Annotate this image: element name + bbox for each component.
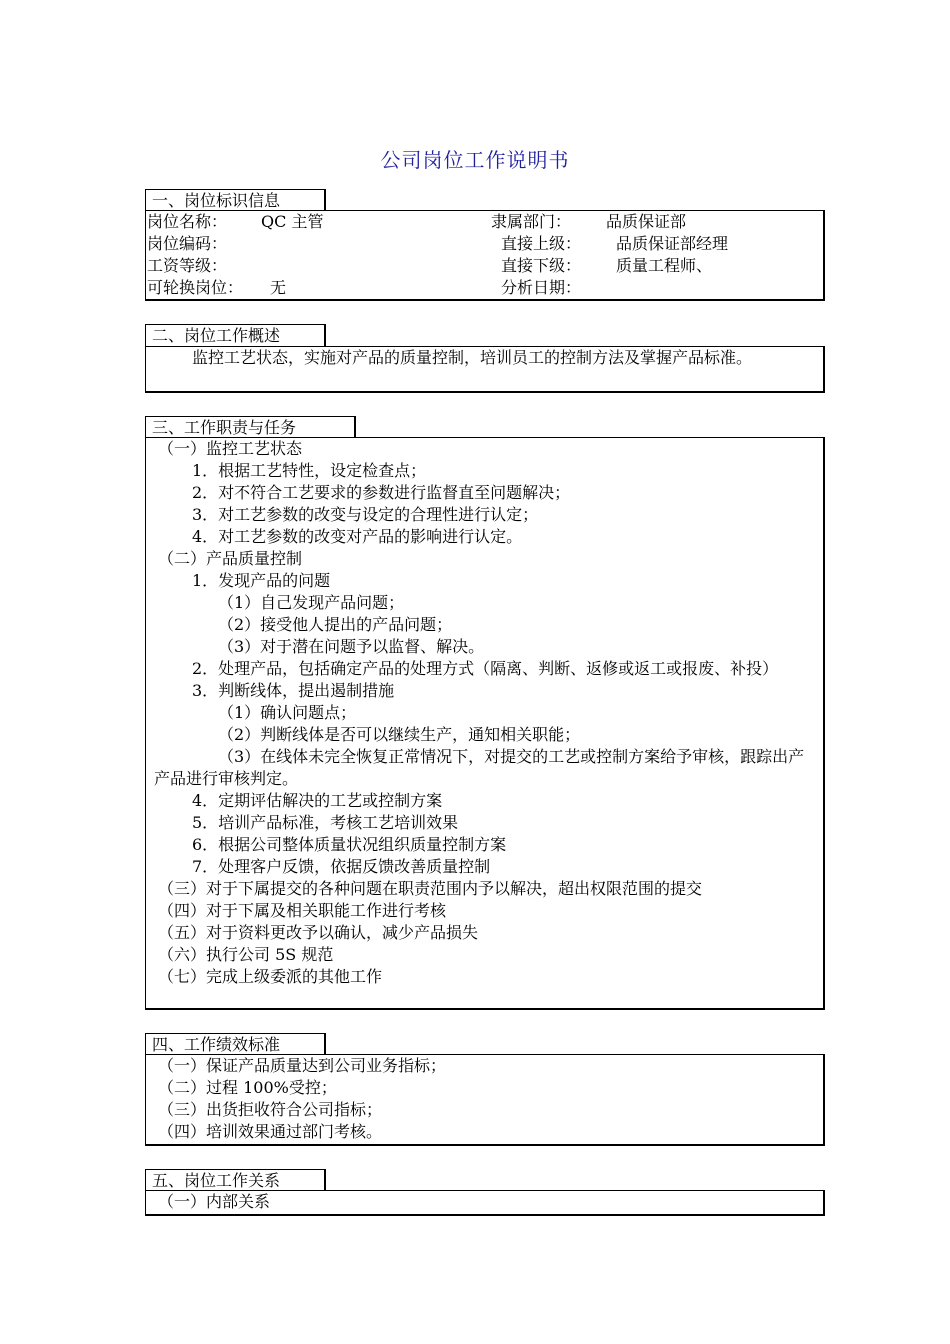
analysis-date-label: 分析日期： (501, 278, 582, 297)
post-name-label: 岗位名称： (147, 212, 228, 231)
duty-line: （1）确认问题点； (218, 703, 357, 722)
duty-line: （三）对于下属提交的各种问题在职责范围内予以解决，超出权限范围的提交 (158, 879, 703, 898)
performance-line: （一）保证产品质量达到公司业务指标； (158, 1056, 447, 1075)
duty-line: 4．定期评估解决的工艺或控制方案 (192, 791, 443, 810)
duty-line: 3．判断线体，提出遏制措施 (192, 681, 395, 700)
performance-line: （三）出货拒收符合公司指标； (158, 1100, 383, 1119)
section-4-label: 四、工作绩效标准 (145, 1033, 326, 1055)
duty-line: （2）接受他人提出的产品问题； (218, 615, 453, 634)
salary-grade-label: 工资等级： (147, 256, 228, 275)
department-label: 隶属部门： (491, 212, 572, 231)
performance-line: （二）过程 100%受控； (158, 1078, 337, 1097)
section-3-box (145, 437, 825, 1010)
duty-line: （二）产品质量控制 (158, 549, 303, 568)
duty-line: （七）完成上级委派的其他工作 (158, 967, 383, 986)
duty-line: （3）对于潜在问题予以监督、解决。 (218, 637, 485, 656)
duty-line: （四）对于下属及相关职能工作进行考核 (158, 901, 447, 920)
info-row-3 (146, 255, 823, 277)
rotation-post-label: 可轮换岗位： (147, 278, 244, 297)
section-3-label: 三、工作职责与任务 (145, 416, 356, 438)
duty-line: 6．根据公司整体质量状况组织质量控制方案 (192, 835, 507, 854)
section-1-box (145, 210, 825, 301)
duty-line: 4．对工艺参数的改变对产品的影响进行认定。 (192, 527, 523, 546)
post-code-label: 岗位编码： (147, 234, 228, 253)
rotation-post-value: 无 (270, 278, 287, 297)
duty-line: 2．处理产品，包括确定产品的处理方式（隔离、判断、返修或返工或报废、补投） (192, 659, 779, 678)
section-2-box (145, 346, 825, 393)
duty-line: （2）判断线体是否可以继续生产，通知相关职能； (218, 725, 581, 744)
subordinate-value: 质量工程师、 (616, 256, 713, 275)
performance-line: （四）培训效果通过部门考核。 (158, 1122, 383, 1141)
duty-line: （五）对于资料更改予以确认，减少产品损失 (158, 923, 479, 942)
duty-line: （1）自己发现产品问题； (218, 593, 405, 612)
department-value: 品质保证部 (606, 212, 687, 231)
duty-line: 3．对工艺参数的改变与设定的合理性进行认定； (192, 505, 539, 524)
job-summary-text: 监控工艺状态，实施对产品的质量控制，培训员工的控制方法及掌握产品标准。 (192, 348, 753, 367)
section-2-label: 二、岗位工作概述 (145, 324, 326, 346)
supervisor-value: 品质保证部经理 (616, 234, 729, 253)
subordinate-label: 直接下级： (501, 256, 582, 275)
relation-line: （一）内部关系 (158, 1192, 271, 1211)
duty-line: 5．培训产品标准，考核工艺培训效果 (192, 813, 459, 832)
info-row-2 (146, 233, 823, 255)
section-5-label: 五、岗位工作关系 (145, 1169, 326, 1191)
info-row-4 (146, 277, 823, 299)
section-4-box (145, 1054, 825, 1146)
duty-line: 1．发现产品的问题 (192, 571, 331, 590)
post-name-value: QC 主管 (261, 212, 324, 231)
supervisor-label: 直接上级： (501, 234, 582, 253)
duty-line: （一）监控工艺状态 (158, 439, 303, 458)
section-1-label: 一、岗位标识信息 (145, 189, 326, 211)
info-row-1 (146, 211, 823, 233)
duty-line: 1．根据工艺特性，设定检查点； (192, 461, 427, 480)
duty-line: （3）在线体未完全恢复正常情况下，对提交的工艺或控制方案给予审核，跟踪出产产品进行审核判定。 (154, 747, 805, 788)
page-title: 公司岗位工作说明书 (380, 148, 570, 172)
section-5-box (145, 1190, 825, 1216)
duty-line: （六）执行公司 5S 规范 (158, 945, 334, 964)
duty-line: 2．对不符合工艺要求的参数进行监督直至问题解决； (192, 483, 571, 502)
duty-line: 7．处理客户反馈，依据反馈改善质量控制 (192, 857, 491, 876)
